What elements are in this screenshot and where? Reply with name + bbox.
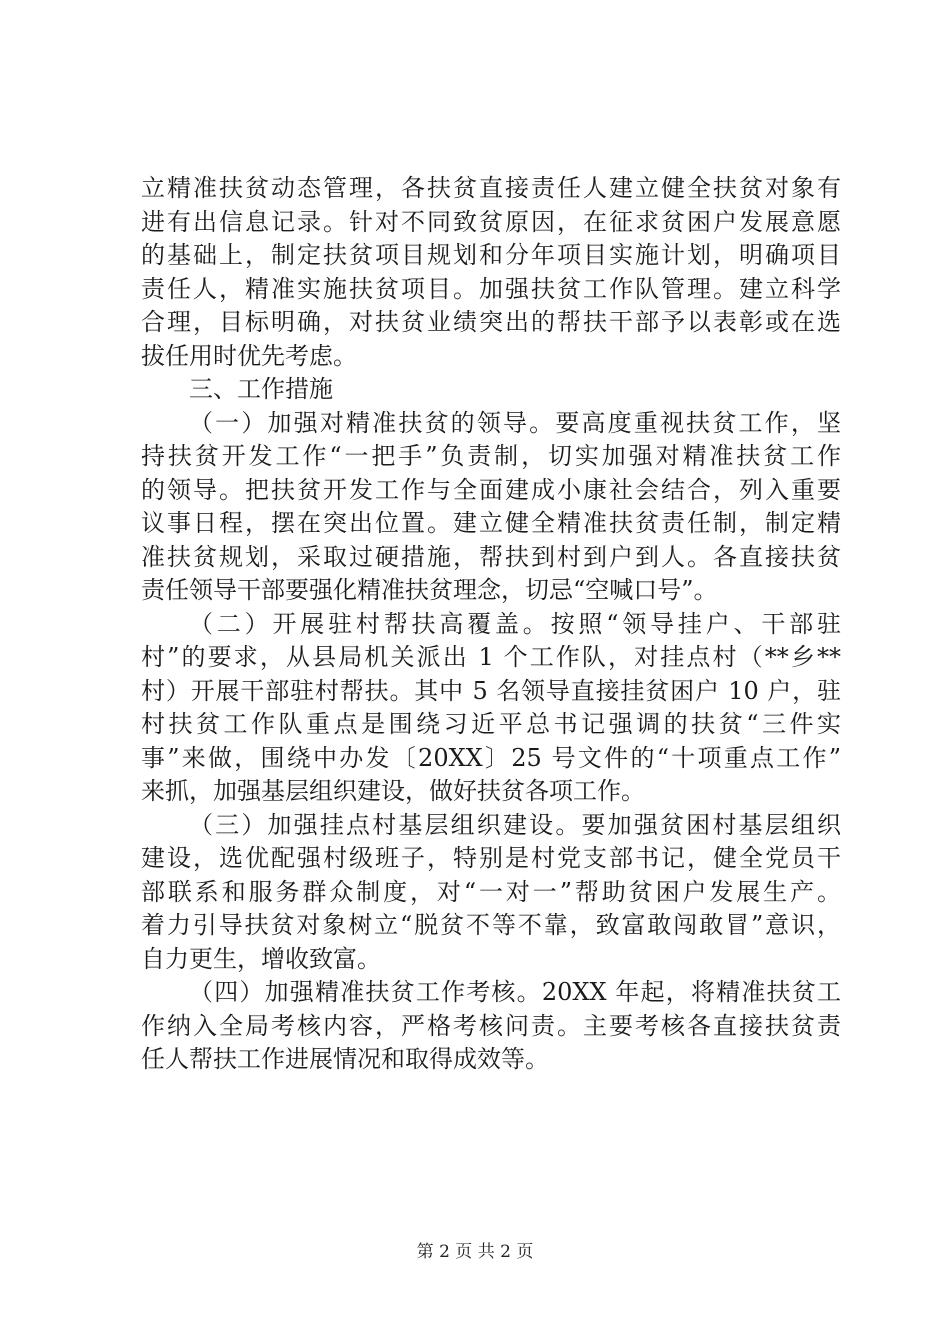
text-line: 议事日程，摆在突出位置。建立健全精准扶贫责任制，制定精 [141, 509, 841, 537]
text-line: 责任人，精准实施扶贫项目。加强扶贫工作队管理。建立科学 [141, 274, 841, 303]
paragraph-start-line: （四）加强精准扶贫工作考核。20XX 年起，将精准扶贫工 [189, 978, 841, 1006]
text-line: 自力更生，增收致富。 [141, 944, 381, 973]
page-footer [0, 1240, 950, 1264]
section-heading: 三、工作措施 [189, 375, 333, 403]
text-line: 合理，目标明确，对扶贫业绩突出的帮扶干部予以表彰或在选 [141, 308, 841, 336]
text-line: 村）开展干部驻村帮扶。其中 5 名领导直接挂贫困户 10 户，驻 [141, 676, 841, 705]
text-line: 责任领导干部要强化精准扶贫理念，切忌“空喊口号”。 [141, 576, 718, 604]
text-line: 部联系和服务群众制度，对“一对一”帮助贫困户发展生产。 [141, 877, 841, 906]
text-line: 准扶贫规划，采取过硬措施，帮扶到村到户到人。各直接扶贫 [141, 542, 841, 571]
text-line: 进有出信息记录。针对不同致贫原因，在征求贫困户发展意愿 [141, 207, 841, 236]
text-line: 立精准扶贫动态管理，各扶贫直接责任人建立健全扶贫对象有 [141, 174, 841, 202]
text-line: 建设，选优配强村级班子，特别是村党支部书记，健全党员干 [141, 844, 841, 872]
text-line: 拔任用时优先考虑。 [141, 341, 357, 370]
text-line: 着力引导扶贫对象树立“脱贫不等不靠，致富敢闯敢冒”意识， [141, 911, 841, 939]
text-line: 来抓，加强基层组织建设，做好扶贫各项工作。 [141, 777, 645, 805]
paragraph-start-line: （一）加强对精准扶贫的领导。要高度重视扶贫工作，坚 [189, 408, 841, 437]
text-line: 持扶贫开发工作“一把手”负责制，切实加强对精准扶贫工作 [141, 442, 841, 470]
paragraph-start-line: （二）开展驻村帮扶高覆盖。按照“领导挂户、干部驻 [189, 609, 841, 638]
text-line: 的领导。把扶贫开发工作与全面建成小康社会结合，列入重要 [141, 475, 841, 504]
text-line: 村”的要求，从县局机关派出 1 个工作队，对挂点村（**乡** [141, 643, 841, 671]
page-number: 第 2 页 共 2 页 [416, 1242, 534, 1262]
text-line: 事”来做，围绕中办发〔20XX〕25 号文件的“十项重点工作” [141, 743, 841, 772]
text-line: 村扶贫工作队重点是围绕习近平总书记强调的扶贫“三件实 [141, 710, 841, 738]
document-body [141, 172, 841, 1077]
text-line: 任人帮扶工作进展情况和取得成效等。 [141, 1045, 549, 1073]
text-line: 的基础上，制定扶贫项目规划和分年项目实施计划，明确项目 [141, 241, 841, 269]
paragraph-start-line: （三）加强挂点村基层组织建设。要加强贫困村基层组织 [189, 810, 841, 839]
text-line: 作纳入全局考核内容，严格考核问责。主要考核各直接扶贫责 [141, 1011, 841, 1040]
